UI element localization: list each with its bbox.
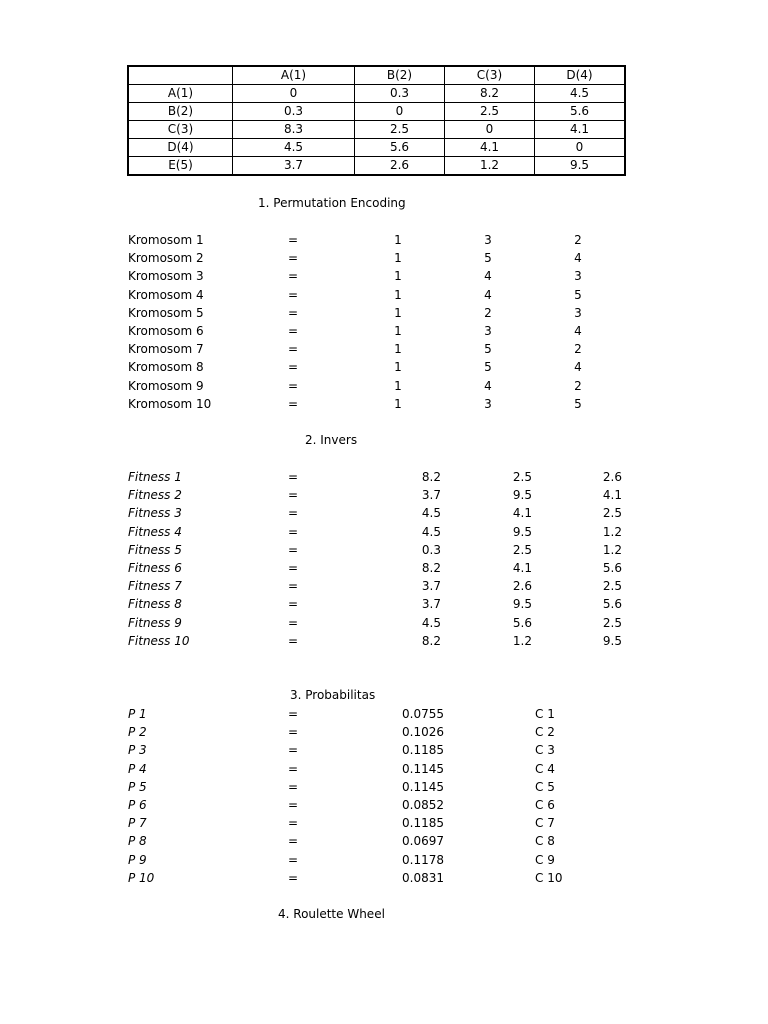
equals-sign: =	[288, 761, 299, 776]
chromosome-label: C 7	[535, 816, 555, 831]
fitness-value: 2.5	[602, 506, 622, 521]
equals-sign: =	[288, 524, 299, 539]
list-item	[0, 723, 768, 741]
gene-value: 1	[394, 269, 402, 284]
table-header-cell	[128, 66, 233, 85]
equals-sign: =	[288, 870, 299, 885]
fitness-label: Fitness 10	[128, 633, 190, 648]
equals-sign: =	[288, 597, 299, 612]
gene-value: 1	[394, 342, 402, 357]
table-row	[128, 85, 625, 103]
list-item	[0, 814, 768, 832]
equals-sign: =	[288, 542, 299, 557]
list-item	[0, 832, 768, 850]
list-item	[0, 286, 768, 304]
list-item	[0, 358, 768, 376]
gene-value: 3	[484, 233, 492, 247]
gene-value: 5	[484, 251, 492, 266]
list-item	[0, 231, 768, 249]
distance-table	[127, 65, 626, 176]
fitness-value: 2.5	[512, 470, 532, 484]
probability-label: P 8	[128, 834, 147, 849]
probability-value: 0.1185	[402, 816, 444, 831]
fitness-value: 2.6	[512, 579, 532, 594]
gene-value: 4	[574, 251, 582, 266]
fitness-label: Fitness 8	[128, 597, 182, 612]
equals-sign: =	[288, 615, 299, 630]
fitness-value: 2.5	[512, 542, 532, 557]
equals-sign: =	[288, 287, 299, 302]
probability-value: 0.0831	[402, 870, 444, 885]
list-item	[0, 340, 768, 358]
gene-value: 1	[394, 396, 402, 411]
gene-value: 1	[394, 305, 402, 320]
list-item	[0, 377, 768, 395]
probability-label: P 6	[128, 798, 147, 812]
gene-value: 5	[484, 342, 492, 357]
chromosome-label: C 5	[535, 779, 555, 794]
chromosome-label: C 4	[535, 761, 555, 776]
table-cell: 9.5	[535, 157, 626, 176]
equals-sign: =	[288, 633, 299, 648]
fitness-value: 4.1	[602, 488, 622, 503]
list-item	[0, 595, 768, 613]
chromosome-label: C 6	[535, 798, 555, 812]
table-cell: 0.3	[233, 103, 355, 121]
list-item	[0, 468, 768, 486]
probability-value: 0.1185	[402, 743, 444, 758]
table-cell: 4.5	[535, 85, 626, 103]
gene-value: 5	[574, 396, 582, 411]
table-cell: 4.1	[445, 139, 535, 157]
fitness-label: Fitness 3	[128, 506, 182, 521]
table-cell: 2.5	[355, 121, 445, 139]
gene-value: 1	[394, 324, 402, 338]
gene-value: 3	[574, 269, 582, 284]
row-label: Kromosom 6	[128, 324, 204, 338]
gene-value: 1	[394, 378, 402, 393]
chromosome-label: C 9	[535, 852, 555, 867]
row-label-cell: B(2)	[128, 103, 233, 121]
table-cell: 8.3	[233, 121, 355, 139]
fitness-value: 3.7	[421, 597, 441, 612]
fitness-label: Fitness 1	[128, 470, 182, 484]
table-row	[128, 157, 625, 176]
list-item	[0, 304, 768, 322]
equals-sign: =	[288, 816, 299, 831]
section2-title: 2. Invers	[305, 433, 358, 447]
list-item	[0, 559, 768, 577]
list-item	[0, 851, 768, 869]
probability-label: P 10	[128, 870, 155, 885]
probability-label: P 4	[128, 761, 147, 776]
fitness-value: 5.6	[512, 615, 532, 630]
fitness-value: 3.7	[421, 579, 441, 594]
equals-sign: =	[288, 561, 299, 575]
table-cell: 3.7	[233, 157, 355, 176]
fitness-value: 8.2	[421, 470, 441, 484]
table-row	[128, 139, 625, 157]
list-item	[0, 267, 768, 285]
fitness-value: 9.5	[512, 597, 532, 612]
section1-title: 1. Permutation Encoding	[258, 196, 406, 210]
equals-sign: =	[288, 488, 299, 503]
list-item	[0, 760, 768, 778]
fitness-value: 4.1	[512, 506, 532, 521]
table-header-row	[128, 66, 625, 85]
fitness-value: 9.5	[512, 524, 532, 539]
list-item	[0, 869, 768, 887]
list-item	[0, 778, 768, 796]
table-header-cell: C(3)	[445, 66, 535, 85]
gene-value: 3	[484, 324, 492, 338]
table-cell: 2.6	[355, 157, 445, 176]
gene-value: 1	[394, 251, 402, 266]
fitness-value: 5.6	[602, 561, 622, 575]
table-header-cell: B(2)	[355, 66, 445, 85]
equals-sign: =	[288, 342, 299, 357]
list-item	[0, 796, 768, 814]
gene-value: 4	[484, 269, 492, 284]
equals-sign: =	[288, 251, 299, 266]
fitness-value: 8.2	[421, 561, 441, 575]
section4-title: 4. Roulette Wheel	[278, 907, 385, 921]
fitness-label: Fitness 5	[128, 542, 182, 557]
gene-value: 4	[484, 287, 492, 302]
table-cell: 5.6	[355, 139, 445, 157]
gene-value: 2	[574, 233, 582, 247]
row-label: Kromosom 2	[128, 251, 204, 266]
fitness-value: 4.5	[421, 615, 441, 630]
row-label-cell: D(4)	[128, 139, 233, 157]
probability-value: 0.1026	[402, 725, 444, 740]
probability-label: P 1	[128, 707, 147, 721]
fitness-label: Fitness 7	[128, 579, 182, 594]
list-item	[0, 541, 768, 559]
row-label: Kromosom 4	[128, 287, 204, 302]
row-label-cell: E(5)	[128, 157, 233, 176]
list-item	[0, 741, 768, 759]
probability-value: 0.1145	[402, 761, 444, 776]
row-label-cell: C(3)	[128, 121, 233, 139]
table-cell: 0	[233, 85, 355, 103]
table-cell: 4.5	[233, 139, 355, 157]
table-cell: 2.5	[445, 103, 535, 121]
list-item	[0, 523, 768, 541]
fitness-value: 9.5	[512, 488, 532, 503]
fitness-label: Fitness 4	[128, 524, 182, 539]
list-item	[0, 632, 768, 650]
gene-value: 3	[574, 305, 582, 320]
equals-sign: =	[288, 305, 299, 320]
chromosome-label: C 8	[535, 834, 555, 849]
list-item	[0, 322, 768, 340]
fitness-value: 9.5	[602, 633, 622, 648]
fitness-value: 4.5	[421, 524, 441, 539]
list-item	[0, 705, 768, 723]
fitness-value: 4.1	[512, 561, 532, 575]
gene-value: 4	[574, 360, 582, 375]
chromosome-label: C 1	[535, 707, 555, 721]
chromosome-label: C 10	[535, 870, 563, 885]
row-label: Kromosom 8	[128, 360, 204, 375]
probability-label: P 2	[128, 725, 147, 740]
equals-sign: =	[288, 579, 299, 594]
gene-value: 5	[484, 360, 492, 375]
table-cell: 0	[355, 103, 445, 121]
fitness-value: 2.5	[602, 615, 622, 630]
row-label: Kromosom 9	[128, 378, 204, 393]
equals-sign: =	[288, 233, 299, 247]
equals-sign: =	[288, 779, 299, 794]
gene-value: 5	[574, 287, 582, 302]
gene-value: 2	[484, 305, 492, 320]
row-label: Kromosom 1	[128, 233, 204, 247]
fitness-value: 0.3	[421, 542, 441, 557]
probability-label: P 5	[128, 779, 147, 794]
equals-sign: =	[288, 834, 299, 849]
list-item	[0, 614, 768, 632]
fitness-label: Fitness 2	[128, 488, 182, 503]
equals-sign: =	[288, 506, 299, 521]
fitness-value: 1.2	[602, 542, 622, 557]
row-label: Kromosom 7	[128, 342, 204, 357]
table-cell: 4.1	[535, 121, 626, 139]
list-item	[0, 486, 768, 504]
table-header-cell: A(1)	[233, 66, 355, 85]
list-item	[0, 504, 768, 522]
equals-sign: =	[288, 269, 299, 284]
gene-value: 1	[394, 233, 402, 247]
equals-sign: =	[288, 396, 299, 411]
equals-sign: =	[288, 798, 299, 812]
row-label: Kromosom 5	[128, 305, 204, 320]
table-cell: 0	[445, 121, 535, 139]
equals-sign: =	[288, 360, 299, 375]
probability-value: 0.0755	[402, 707, 444, 721]
probability-label: P 3	[128, 743, 147, 758]
equals-sign: =	[288, 378, 299, 393]
table-cell: 0	[535, 139, 626, 157]
list-item	[0, 395, 768, 413]
table-row	[128, 121, 625, 139]
section3-title: 3. Probabilitas	[290, 688, 376, 702]
probability-value: 0.0697	[402, 834, 444, 849]
fitness-label: Fitness 6	[128, 561, 182, 575]
table-header-cell: D(4)	[535, 66, 626, 85]
gene-value: 4	[574, 324, 582, 338]
equals-sign: =	[288, 743, 299, 758]
gene-value: 1	[394, 360, 402, 375]
gene-value: 4	[484, 378, 492, 393]
probability-value: 0.1145	[402, 779, 444, 794]
gene-value: 2	[574, 342, 582, 357]
equals-sign: =	[288, 324, 299, 338]
table-cell: 8.2	[445, 85, 535, 103]
gene-value: 1	[394, 287, 402, 302]
gene-value: 2	[574, 378, 582, 393]
chromosome-label: C 3	[535, 743, 555, 758]
row-label-cell: A(1)	[128, 85, 233, 103]
row-label: Kromosom 10	[128, 396, 212, 411]
fitness-value: 4.5	[421, 506, 441, 521]
table-cell: 0.3	[355, 85, 445, 103]
probability-value: 0.0852	[402, 798, 444, 812]
probability-label: P 7	[128, 816, 147, 831]
probability-label: P 9	[128, 852, 147, 867]
equals-sign: =	[288, 852, 299, 867]
list-item	[0, 249, 768, 267]
table-cell: 1.2	[445, 157, 535, 176]
fitness-label: Fitness 9	[128, 615, 182, 630]
fitness-value: 1.2	[602, 524, 622, 539]
chromosome-label: C 2	[535, 725, 555, 740]
fitness-value: 1.2	[512, 633, 532, 648]
fitness-value: 2.5	[602, 579, 622, 594]
fitness-value: 3.7	[421, 488, 441, 503]
table-row	[128, 103, 625, 121]
gene-value: 3	[484, 396, 492, 411]
list-item	[0, 577, 768, 595]
fitness-value: 8.2	[421, 633, 441, 648]
equals-sign: =	[288, 707, 299, 721]
equals-sign: =	[288, 470, 299, 484]
equals-sign: =	[288, 725, 299, 740]
fitness-value: 2.6	[602, 470, 622, 484]
probability-value: 0.1178	[402, 852, 444, 867]
fitness-value: 5.6	[602, 597, 622, 612]
row-label: Kromosom 3	[128, 269, 204, 284]
table-cell: 5.6	[535, 103, 626, 121]
